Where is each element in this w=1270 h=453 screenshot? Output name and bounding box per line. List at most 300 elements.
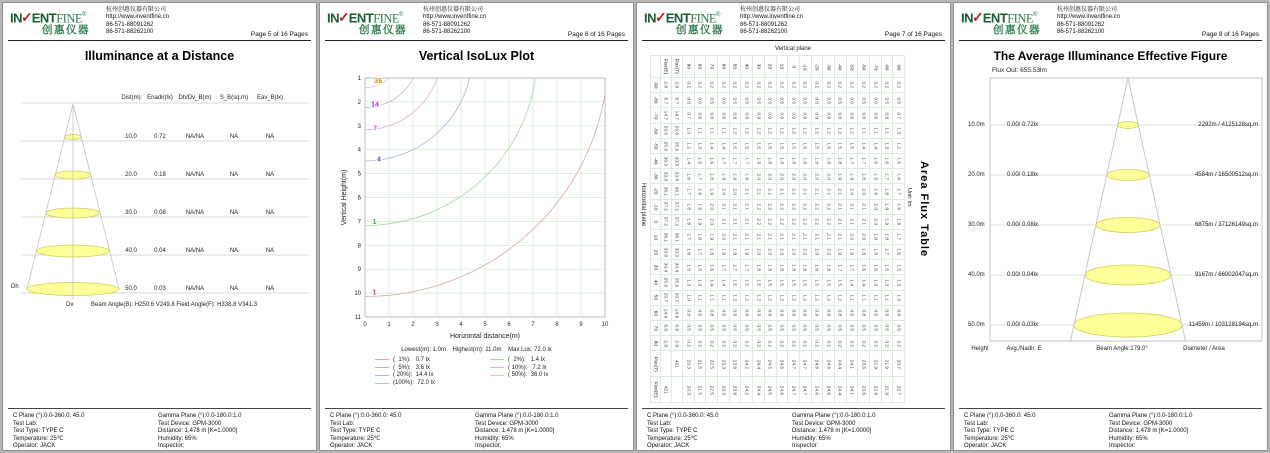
flux-cell: 36.1 xyxy=(671,183,682,198)
flux-cell: 2.1 xyxy=(752,183,764,198)
flux-cell: 1.5 xyxy=(764,138,776,153)
flux-cell: 0.2 xyxy=(717,335,729,350)
flux-cell: 20.3 xyxy=(682,376,694,402)
flux-cell: 2.0 xyxy=(752,168,764,183)
effective-figure-diagram xyxy=(954,3,1269,452)
logo-chinese-name: 创惠仪器 xyxy=(993,24,1041,37)
flux-cell: 10 xyxy=(776,55,788,77)
flux-cell: 37.2 xyxy=(660,199,671,214)
flux-cell: 25.9 xyxy=(671,138,682,153)
flux-cell: 0.5 xyxy=(892,320,904,335)
svg-text:7: 7 xyxy=(357,219,361,226)
report-page-6 xyxy=(319,2,634,451)
page-number: Page 6 of 16 Pages xyxy=(567,31,625,38)
flux-cell: 1.9 xyxy=(881,214,893,229)
distance-cell: NA xyxy=(229,133,239,140)
flux-cell: 1.9 xyxy=(740,168,752,183)
company-phone-1: 86-571-88091262 xyxy=(106,21,154,28)
flux-cell: 2.0 xyxy=(787,168,799,183)
flux-cell: 0.7 xyxy=(892,107,904,122)
flux-cell: 2.0 xyxy=(787,244,799,259)
header-rule xyxy=(642,40,945,41)
distance-cell: NA xyxy=(265,133,275,140)
flux-cell: 1.6 xyxy=(869,259,881,274)
flux-cell: 2.1 xyxy=(729,229,741,244)
flux-cell: 1.9 xyxy=(740,244,752,259)
flux-cell: 1.5 xyxy=(822,274,834,289)
flux-cell: 0.5 xyxy=(799,92,811,107)
flux-cell: 20.7 xyxy=(660,290,671,305)
flux-cell: 1.5 xyxy=(811,274,823,289)
flux-cell: 0.8 xyxy=(705,107,717,122)
flux-cell: 2.0 xyxy=(717,229,729,244)
flux-cell: 20.6 xyxy=(671,123,682,138)
flux-cell: 30 xyxy=(752,55,764,77)
distance-cell: 40.0 xyxy=(125,247,137,254)
flux-cell: 0.2 xyxy=(729,335,741,350)
flux-cell: 1.7 xyxy=(729,259,741,274)
flux-cell: 1.2 xyxy=(740,123,752,138)
flux-cell: 2.0 xyxy=(811,168,823,183)
flux-cell: 50 xyxy=(650,290,660,305)
flux-cell: 0.8 xyxy=(869,305,881,320)
page-title: Illuminance at a Distance xyxy=(84,49,235,63)
flux-cell: 1.2 xyxy=(682,138,694,153)
flux-cell: 1.8 xyxy=(682,214,694,229)
logo-check-icon: ✓ xyxy=(21,9,33,26)
flux-cell: 1.9 xyxy=(717,244,729,259)
distance-cell: 30.0 xyxy=(125,209,137,216)
flux-cell: 1.1 xyxy=(869,123,881,138)
flux-cell: 2.1 xyxy=(811,183,823,198)
flux-cell: 1.8 xyxy=(799,259,811,274)
flux-cell: 1.1 xyxy=(869,290,881,305)
flux-cell: -40 xyxy=(834,55,846,77)
flux-cell: 2.0 xyxy=(846,229,858,244)
flux-cell: 2.0 xyxy=(811,244,823,259)
company-name: 杭州创惠仪器有限公司 xyxy=(106,7,167,13)
flux-cell: 2.8 xyxy=(660,77,671,92)
flux-cell: -40 xyxy=(650,153,660,168)
flux-cell: 1.2 xyxy=(764,290,776,305)
height-col-label: Height xyxy=(971,346,989,352)
flux-cell: 0.8 xyxy=(857,305,869,320)
flux-cell: 21.5 xyxy=(694,376,706,402)
flux-cell: 1.6 xyxy=(857,259,869,274)
flux-cell: 0.2 xyxy=(740,77,752,92)
distance-cell: NA xyxy=(229,171,239,178)
footer-rule xyxy=(8,408,311,409)
footer-right: Gamma Plane (°):0.0-180.0:1.0 Test Device: GPM-3000 Distance: 1.478 m [K=1.0000] Humidity: 65% Inspector: xyxy=(1109,413,1193,450)
flux-cell: 1.8 xyxy=(857,244,869,259)
flux-cell: 0.8 xyxy=(682,305,694,320)
flux-cell: 1.4 xyxy=(857,274,869,289)
flux-cell: 0.8 xyxy=(846,107,858,122)
flux-cell: 20 xyxy=(650,244,660,259)
flux-cell: 0.5 xyxy=(787,92,799,107)
isolux-curve-label: 1 xyxy=(372,289,377,297)
flux-cell: 1.1 xyxy=(705,123,717,138)
flux-cell: 8.8 xyxy=(660,320,671,335)
flux-cell: -90 xyxy=(650,77,660,92)
flux-cell: 1.5 xyxy=(752,138,764,153)
flux-cell: 0.2 xyxy=(752,77,764,92)
flux-cell: 0.9 xyxy=(811,305,823,320)
logo-chinese-name: 创惠仪器 xyxy=(676,24,724,37)
flux-cell: 1.5 xyxy=(846,138,858,153)
flux-cell: 2.0 xyxy=(846,183,858,198)
distance-cell: 50.0 xyxy=(125,285,137,292)
flux-cell: 23.6 xyxy=(857,376,869,402)
flux-cell: 24.6 xyxy=(811,376,823,402)
flux-cell: 0.2 xyxy=(752,335,764,350)
flux-cell: 23.8 xyxy=(729,350,741,376)
flux-cell: 2.2 xyxy=(822,214,834,229)
svg-text:9: 9 xyxy=(357,267,361,274)
flux-cell: 2.9 xyxy=(660,335,671,350)
flux-cell: 1.7 xyxy=(846,153,858,168)
flux-cell: 0.2 xyxy=(822,77,834,92)
col-sb: S_B(sq.m) xyxy=(219,95,249,101)
col-eav: Eav_B(lx) xyxy=(256,95,284,101)
flux-cell: 1.8 xyxy=(787,259,799,274)
flux-cell: 1.5 xyxy=(682,259,694,274)
flux-cell: 2.2 xyxy=(752,199,764,214)
flux-cell: 1.2 xyxy=(822,290,834,305)
svg-text:7: 7 xyxy=(531,322,535,328)
flux-cell: 0.8 xyxy=(740,107,752,122)
flux-cell: 2.2 xyxy=(799,214,811,229)
flux-cell: 0.9 xyxy=(764,305,776,320)
flux-cell: 20.7 xyxy=(892,350,904,376)
flux-cell: 0.5 xyxy=(857,92,869,107)
flux-cell: 2.1 xyxy=(764,229,776,244)
flux-cell: 1.8 xyxy=(694,183,706,198)
flux-cell: 30.4 xyxy=(660,259,671,274)
flux-cell: 2.1 xyxy=(752,229,764,244)
flux-cell: 1.0 xyxy=(682,123,694,138)
flux-cell: 2.0 xyxy=(869,214,881,229)
flux-cell: 0.7 xyxy=(682,107,694,122)
flux-cell: 0.2 xyxy=(857,77,869,92)
svg-text:8: 8 xyxy=(357,243,361,250)
flux-cell: 0.8 xyxy=(694,107,706,122)
flux-cell: 1.7 xyxy=(694,244,706,259)
flux-cell: -80 xyxy=(881,55,893,77)
flux-cell: 0.2 xyxy=(694,335,706,350)
flux-cell: 1.5 xyxy=(740,274,752,289)
flux-cell: 20 xyxy=(764,55,776,77)
flux-cell: 22.5 xyxy=(705,350,717,376)
flux-cell: 0.2 xyxy=(869,77,881,92)
flux-cell: 24.1 xyxy=(846,376,858,402)
diameter-area-value: 6875m / 37126149sq.m xyxy=(1194,221,1258,228)
flux-cell: 23.3 xyxy=(717,350,729,376)
flux-cell: 33.8 xyxy=(660,244,671,259)
svg-text:9: 9 xyxy=(579,322,583,328)
flux-cell: 8.8 xyxy=(671,320,682,335)
flux-cell: 421 xyxy=(671,350,682,376)
company-contact: 杭州创惠仪器有限公司 http://www.inventfine.cn 86-571-88091262 86-571-88262100 xyxy=(740,7,804,36)
flux-cell: -10 xyxy=(650,199,660,214)
flux-cell: 0.5 xyxy=(764,320,776,335)
distance-cell: 20.0 xyxy=(125,171,137,178)
flux-cell: 0.8 xyxy=(740,305,752,320)
flux-cell: 0.2 xyxy=(787,77,799,92)
flux-cell: 0.2 xyxy=(881,335,893,350)
flux-cell: 0.5 xyxy=(752,92,764,107)
flux-cell: 37.2 xyxy=(671,214,682,229)
flux-cell: 1.1 xyxy=(694,290,706,305)
footer-right: Gamma Plane (°):0.0-180.0:1.0 Test Device: GPM-3000 Distance: 1.478 m [K=1.0000] Humidity: 65% Inspector: xyxy=(158,413,242,450)
svg-text:4: 4 xyxy=(357,147,361,154)
flux-cell: 0.5 xyxy=(834,320,846,335)
flux-cell: 1.5 xyxy=(752,274,764,289)
flux-cell: -20 xyxy=(811,55,823,77)
flux-cell: 20.7 xyxy=(671,290,682,305)
flux-cell: 24.7 xyxy=(787,376,799,402)
flux-cell: 1.2 xyxy=(846,123,858,138)
legend-swatch xyxy=(375,383,389,384)
flux-cell: 1.7 xyxy=(729,153,741,168)
page-number: Page 5 of 16 Pages xyxy=(250,31,308,38)
flux-cell: 2.2 xyxy=(764,214,776,229)
flux-cell: 0.9 xyxy=(752,107,764,122)
legend-entry xyxy=(490,364,548,372)
flux-cell: 1.0 xyxy=(892,123,904,138)
flux-cell: 60 xyxy=(650,305,660,320)
flux-cell: 1.5 xyxy=(787,274,799,289)
flux-cell: 1.7 xyxy=(682,183,694,198)
svg-text:0: 0 xyxy=(363,322,367,328)
flux-cell: 0.8 xyxy=(717,107,729,122)
legend-text: ( 2%): 1.4 lx xyxy=(508,356,546,363)
page-title: Vertical IsoLux Plot xyxy=(418,49,535,63)
flux-cell: 1.4 xyxy=(705,274,717,289)
flux-cell: 2.2 xyxy=(811,199,823,214)
flux-cell: 0.8 xyxy=(729,305,741,320)
flux-cell: 24.6 xyxy=(776,350,788,376)
flux-cell: 22.9 xyxy=(869,350,881,376)
flux-cell: 33.8 xyxy=(671,244,682,259)
flux-cell: 24.6 xyxy=(822,376,834,402)
flux-cell: 2.1 xyxy=(834,183,846,198)
flux-cell: 1.8 xyxy=(764,153,776,168)
flux-cell: 2.0 xyxy=(705,199,717,214)
flux-cell: 1.1 xyxy=(717,290,729,305)
flux-cell: -70 xyxy=(650,107,660,122)
distance-cell: NA xyxy=(229,285,239,292)
footer-rule xyxy=(325,408,628,409)
legend-text: ( 5%): 3.6 lx xyxy=(393,364,431,371)
flux-cell: 0.2 xyxy=(776,335,788,350)
flux-cell: 1.2 xyxy=(752,290,764,305)
distance-cell: 0.08 xyxy=(154,209,166,216)
flux-cell: 1.6 xyxy=(892,244,904,259)
flux-cell: 2.2 xyxy=(764,199,776,214)
flux-cell: 0.5 xyxy=(787,320,799,335)
flux-cell: 24.4 xyxy=(752,376,764,402)
flux-cell: 2.2 xyxy=(799,199,811,214)
flux-cell: 0.2 xyxy=(682,77,694,92)
flux-cell: 0.2 xyxy=(892,335,904,350)
flux-cell: 2.1 xyxy=(740,229,752,244)
flux-cell: 1.8 xyxy=(811,259,823,274)
flux-cell: 25.9 xyxy=(660,274,671,289)
avg-nadir-value: 0.00/ 0.72lx xyxy=(1007,121,1039,128)
logo-check-icon: ✓ xyxy=(972,9,984,26)
flux-cell: 1.7 xyxy=(834,259,846,274)
height-value: 30.0m xyxy=(968,221,985,228)
flux-cell: 21.5 xyxy=(694,350,706,376)
report-page-5 xyxy=(2,2,317,451)
flux-cell: 1.0 xyxy=(682,290,694,305)
flux-cell: 1.9 xyxy=(846,168,858,183)
flux-cell: 0.2 xyxy=(705,77,717,92)
flux-cell: -30 xyxy=(650,168,660,183)
flux-cell: 0.8 xyxy=(717,305,729,320)
flux-cell: 14.7 xyxy=(671,107,682,122)
flux-cell: 1.7 xyxy=(892,183,904,198)
flux-cell: 1.9 xyxy=(694,199,706,214)
svg-text:Horizontal distance(m): Horizontal distance(m) xyxy=(449,333,521,340)
svg-text:1: 1 xyxy=(387,322,391,328)
flux-cell: 25.9 xyxy=(671,274,682,289)
flux-cell: 21.9 xyxy=(881,376,893,402)
flux-cell: 0.8 xyxy=(857,107,869,122)
flux-cell: 1.8 xyxy=(776,153,788,168)
flux-cell: 2.0 xyxy=(869,199,881,214)
flux-cell: Flux(T) xyxy=(650,350,660,376)
legend-swatch xyxy=(490,359,504,360)
company-website: http://www.inventfine.cn xyxy=(106,14,170,21)
flux-cell: 0.5 xyxy=(717,92,729,107)
flux-cell: 40 xyxy=(740,55,752,77)
vertical-plane-caption: Vertical plane xyxy=(774,46,812,52)
flux-cell: 1.8 xyxy=(822,153,834,168)
flux-cell: 1.2 xyxy=(787,123,799,138)
flux-cell: 2.1 xyxy=(740,214,752,229)
svg-text:Vertical Height(m): Vertical Height(m) xyxy=(341,169,348,226)
flux-cell: 0.5 xyxy=(822,320,834,335)
diameter-area-value: 11459m / 103128194sq.m xyxy=(1188,321,1258,328)
flux-cell: 0.2 xyxy=(776,77,788,92)
flux-cell: 1.2 xyxy=(811,123,823,138)
legend-swatch xyxy=(375,375,389,376)
flux-cell: 1.4 xyxy=(857,138,869,153)
area-flux-table xyxy=(650,55,905,403)
flux-cell xyxy=(650,55,660,77)
flux-cell: 22.5 xyxy=(705,376,717,402)
flux-cell: 2.1 xyxy=(846,199,858,214)
flux-cell: 1.8 xyxy=(857,168,869,183)
flux-cell: 24.6 xyxy=(811,350,823,376)
distance-cell: 0.04 xyxy=(154,247,166,254)
flux-cell: 0.5 xyxy=(682,92,694,107)
flux-cell: 2.1 xyxy=(729,214,741,229)
flux-cell: 1.5 xyxy=(811,138,823,153)
cone-diagram xyxy=(3,3,318,452)
flux-cell: 2.1 xyxy=(811,229,823,244)
isolux-curve-label: 7 xyxy=(373,125,378,133)
flux-cell: 1.5 xyxy=(729,274,741,289)
flux-cell: 0.5 xyxy=(857,320,869,335)
flux-cell: 1.7 xyxy=(846,259,858,274)
svg-text:1: 1 xyxy=(357,76,361,82)
flux-cell: 30.4 xyxy=(671,259,682,274)
flux-cell: 37.2 xyxy=(671,199,682,214)
logo-check-icon: ✓ xyxy=(655,9,667,26)
flux-cell: 0.2 xyxy=(811,77,823,92)
flux-cell: 1.8 xyxy=(881,183,893,198)
flux-cell: 1.4 xyxy=(682,153,694,168)
flux-cell: 1.9 xyxy=(869,229,881,244)
flux-cell: Flux(T) xyxy=(671,55,682,77)
flux-cell: 2.0 xyxy=(764,168,776,183)
flux-cell: 24.4 xyxy=(834,350,846,376)
flux-cell: 8.7 xyxy=(671,92,682,107)
legend-swatch xyxy=(490,375,504,376)
flux-cell: 2.0 xyxy=(717,183,729,198)
flux-cell: 1.9 xyxy=(834,168,846,183)
flux-cell: 1.1 xyxy=(717,123,729,138)
flux-cell: 1.7 xyxy=(881,244,893,259)
flux-cell: 0.2 xyxy=(846,77,858,92)
flux-cell: 1.7 xyxy=(717,153,729,168)
flux-cell: 2.2 xyxy=(787,214,799,229)
svg-text:4: 4 xyxy=(459,322,463,328)
flux-cell: -80 xyxy=(650,92,660,107)
flux-cell: 0.2 xyxy=(892,77,904,92)
legend-entry xyxy=(375,379,435,387)
distance-cell: NA/NA xyxy=(185,209,205,216)
flux-cell: 8.7 xyxy=(660,92,671,107)
flux-cell: 0.2 xyxy=(764,77,776,92)
beam-angle-line: Beam Angle(B): H250.6 V249.8 Field Angle(F): H338.8 V341.3 xyxy=(91,302,258,308)
distance-cell: NA xyxy=(229,247,239,254)
flux-cell: 1.2 xyxy=(776,290,788,305)
flux-cell: 1.3 xyxy=(682,274,694,289)
flux-cell: 0.8 xyxy=(834,107,846,122)
flux-cell: 1.8 xyxy=(869,244,881,259)
flux-cell: -60 xyxy=(650,123,660,138)
flux-cell: 2.1 xyxy=(857,199,869,214)
flux-cell: 33.8 xyxy=(660,168,671,183)
inventfine-logo xyxy=(644,9,724,36)
flux-cell: 1.1 xyxy=(857,123,869,138)
logo-wordmark: IN✓ENTFINE® xyxy=(327,9,404,26)
flux-cell: 1.5 xyxy=(892,259,904,274)
footer-left: C Plane (°):0.0-360.0: 45.0 Test Lab: Test Type: TYPE C Temperature: 25℃ Operator: JACK xyxy=(330,413,402,450)
flux-cell: 1.5 xyxy=(764,274,776,289)
flux-cell: 24.6 xyxy=(822,350,834,376)
flux-cell: 0.2 xyxy=(799,77,811,92)
flux-cell: 1.1 xyxy=(881,123,893,138)
flux-cell: 0.5 xyxy=(846,320,858,335)
flux-cell: 1.2 xyxy=(811,290,823,305)
flux-cell: 1.6 xyxy=(705,259,717,274)
flux-cell: 2.1 xyxy=(740,183,752,198)
flux-cell: 1.1 xyxy=(705,290,717,305)
flux-cell: -20 xyxy=(650,183,660,198)
flux-cell: 2.0 xyxy=(776,168,788,183)
flux-cell: 23.8 xyxy=(729,376,741,402)
legend-swatch xyxy=(375,367,389,368)
flux-cell: 0.5 xyxy=(740,320,752,335)
flux-cell: 0.2 xyxy=(682,335,694,350)
flux-unit-label: Unit: lm xyxy=(906,188,912,207)
flux-cell: 2.1 xyxy=(834,229,846,244)
